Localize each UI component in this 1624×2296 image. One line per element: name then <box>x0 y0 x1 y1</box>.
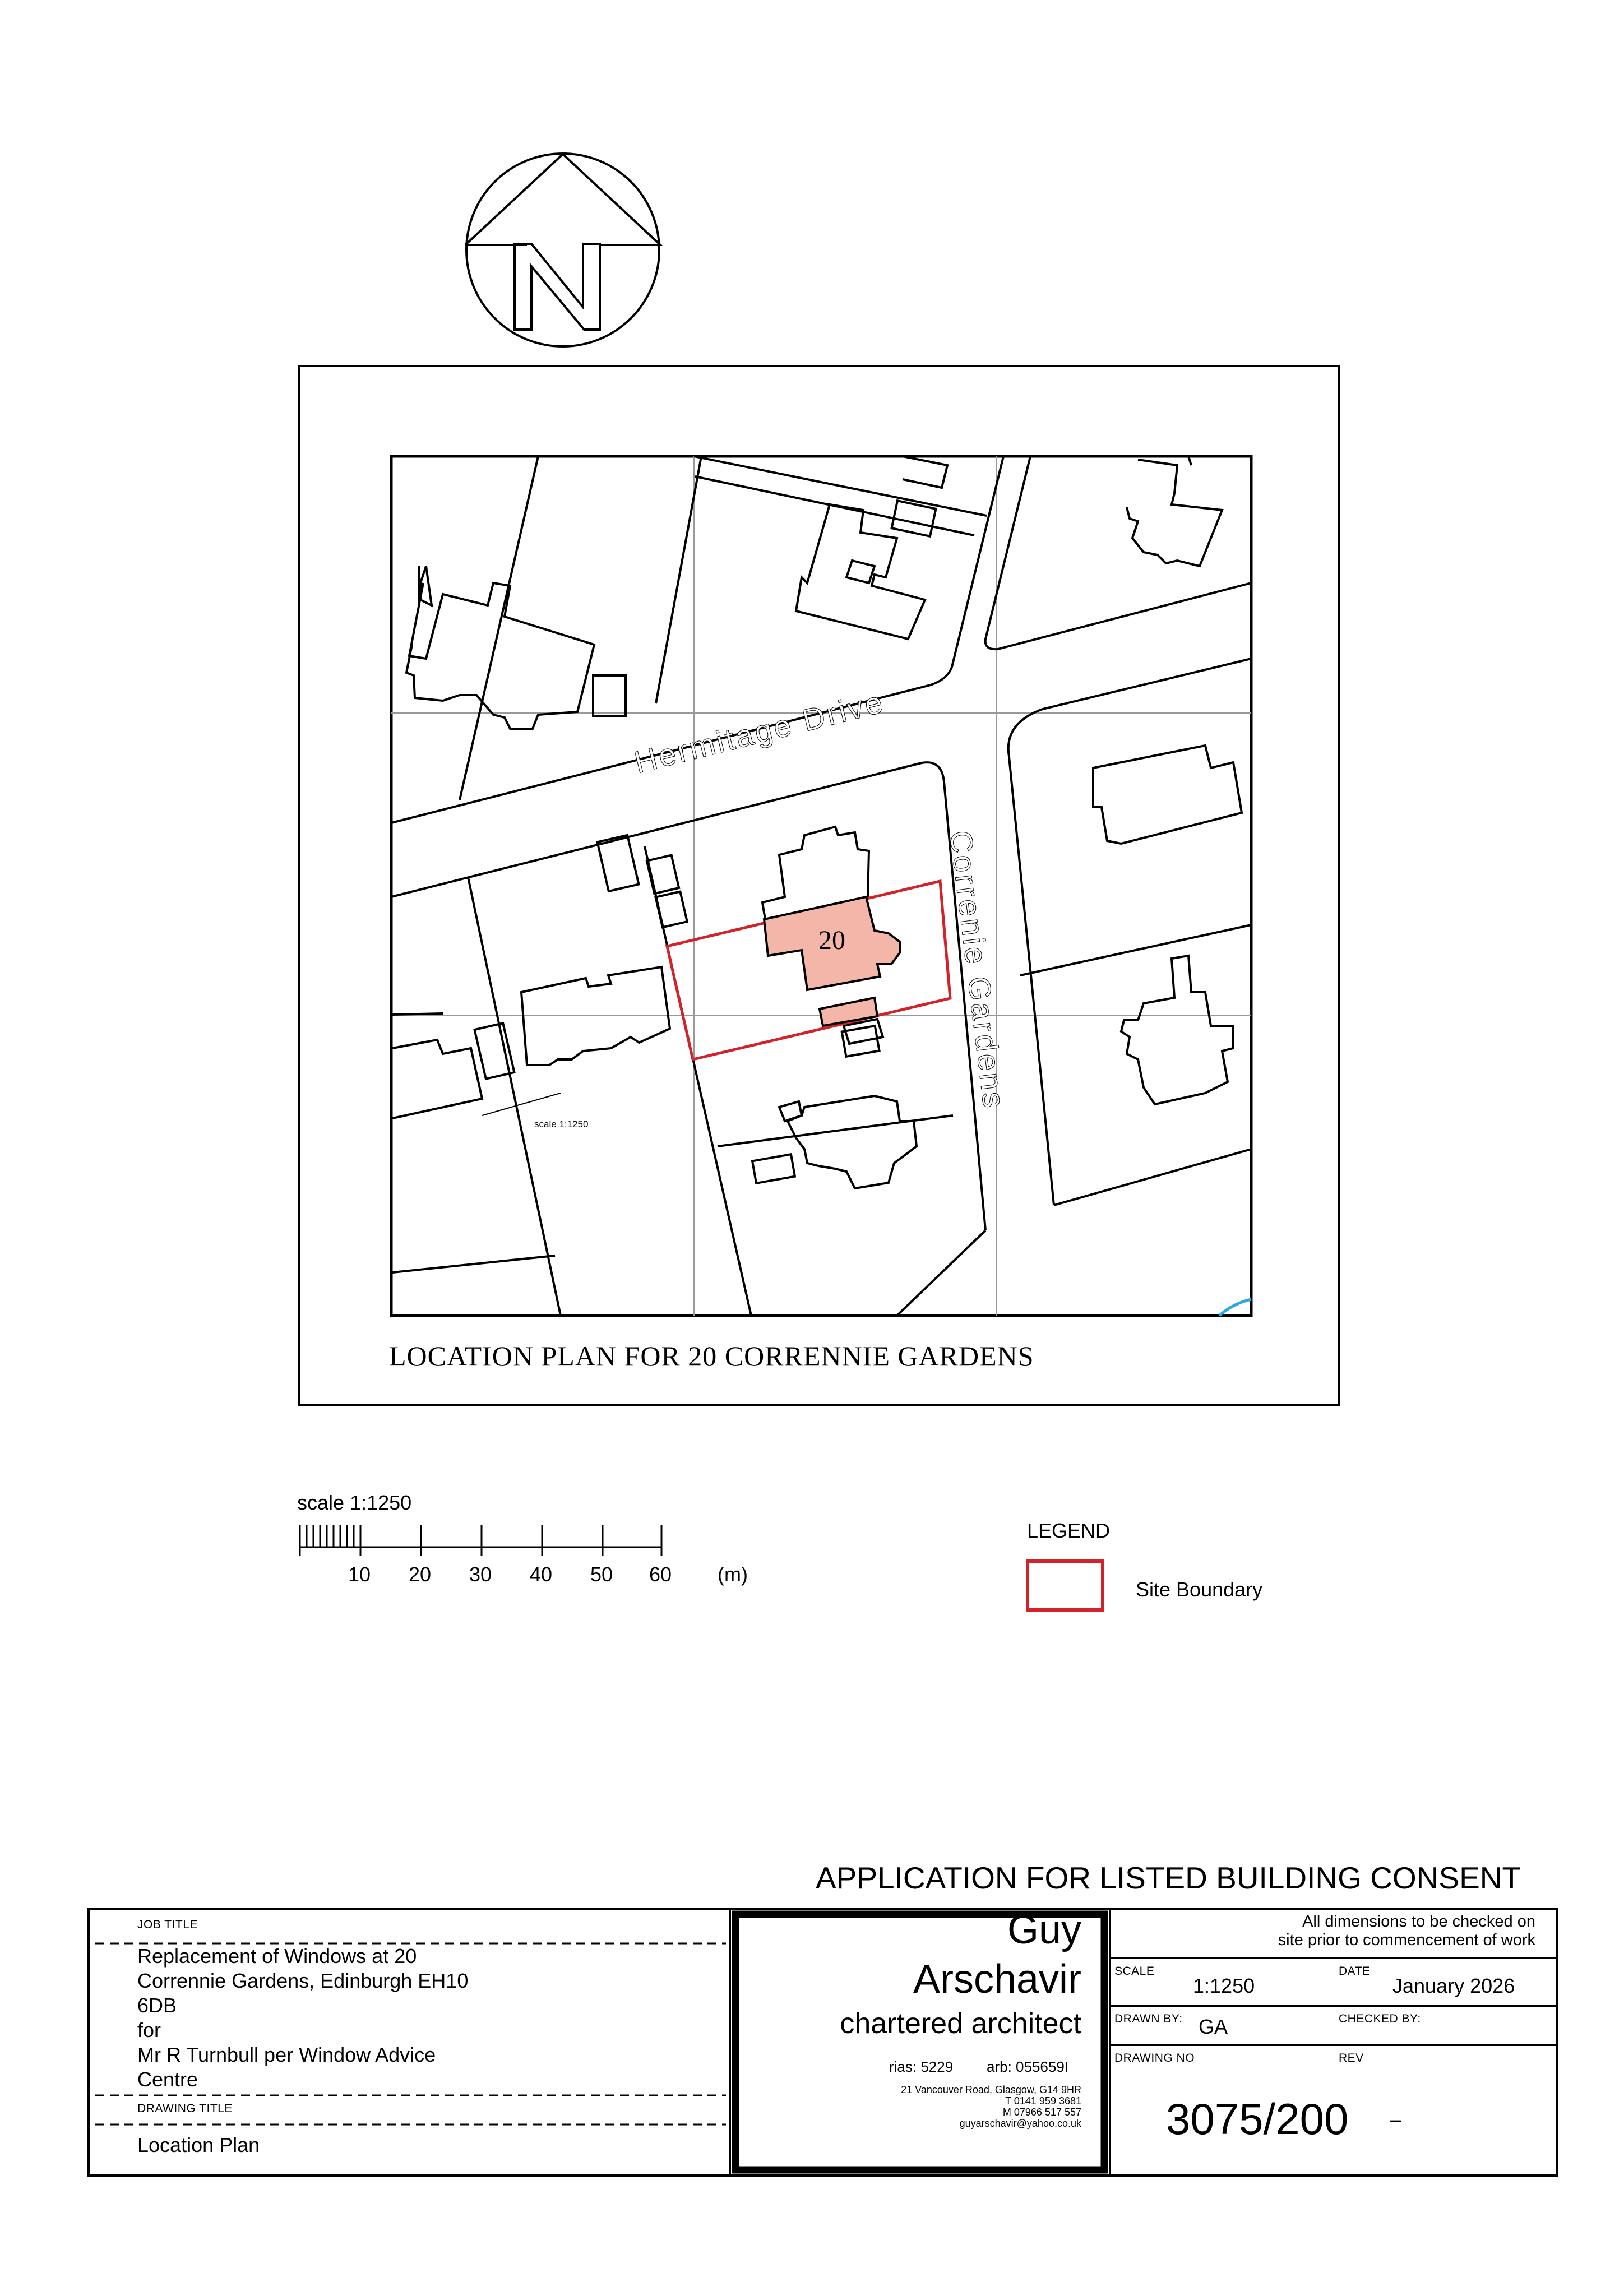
drawing-no-value: 3075/200 <box>1166 2094 1349 2144</box>
architect-phone: T 0141 959 3681 <box>1005 2095 1081 2107</box>
scale-field-label: SCALE <box>1114 1965 1155 1978</box>
scale-tick-label: 40 <box>530 1563 553 1586</box>
scale-tick-label: 20 <box>409 1563 432 1586</box>
job-title-line: Mr R Turnbull per Window Advice <box>137 2043 436 2066</box>
legend-label-site-boundary: Site Boundary <box>1136 1578 1263 1601</box>
date-field-label: DATE <box>1339 1965 1371 1978</box>
scale-bar-label: scale 1:1250 <box>297 1491 412 1514</box>
architect-role: chartered architect <box>840 2007 1081 2040</box>
job-title-line: Corrennie Gardens, Edinburgh EH10 <box>137 1969 469 1992</box>
drawing-title: Location Plan <box>137 2133 260 2156</box>
map-title: LOCATION PLAN FOR 20 CORRENNIE GARDENS <box>389 1340 1034 1372</box>
rev-value: – <box>1390 2108 1402 2131</box>
architect-mobile: M 07966 517 557 <box>1002 2107 1081 2118</box>
plot-number: 20 <box>818 925 845 955</box>
date-field-value: January 2026 <box>1392 1974 1515 1997</box>
architect-address: 21 Vancouver Road, Glasgow, G14 9HR <box>901 2084 1081 2095</box>
drawing-no-label: DRAWING NO <box>1114 2052 1195 2064</box>
checked-by-label: CHECKED BY: <box>1339 2012 1421 2025</box>
drawing-title-label: DRAWING TITLE <box>137 2102 233 2115</box>
dimension-note-line-2: site prior to commencement of work <box>1278 1931 1535 1949</box>
legend-heading: LEGEND <box>1027 1519 1111 1542</box>
rev-label: REV <box>1339 2052 1364 2064</box>
architect-email: guyarschavir@yahoo.co.uk <box>959 2118 1081 2129</box>
drawn-by-value: GA <box>1199 2015 1228 2038</box>
scale-tick-label: 10 <box>348 1563 371 1586</box>
architect-arb: arb: 055659I <box>987 2058 1069 2075</box>
scale-tick-label: 30 <box>469 1563 492 1586</box>
job-title-line: Centre <box>137 2068 198 2091</box>
scale-tick-label: 50 <box>590 1563 613 1586</box>
job-title-line: Replacement of Windows at 20 <box>137 1945 417 1968</box>
architect-name-2: Arschavir <box>913 1957 1081 2002</box>
job-title-line: 6DB <box>137 1994 177 2017</box>
architect-rias: rias: 5229 <box>889 2058 954 2075</box>
scale-unit: (m) <box>718 1563 748 1586</box>
inner-scale-note: scale 1:1250 <box>534 1119 589 1130</box>
scale-tick-label: 60 <box>649 1563 672 1586</box>
job-title-line: for <box>137 2019 161 2042</box>
scale-field-value: 1:1250 <box>1193 1974 1255 1997</box>
dimension-note-line-1: All dimensions to be checked on <box>1302 1913 1535 1931</box>
drawn-by-label: DRAWN BY: <box>1114 2012 1183 2025</box>
street-label-correnie-gardens: Correnie Gardens <box>943 828 1012 1112</box>
job-title-label: JOB TITLE <box>137 1918 198 1931</box>
application-heading: APPLICATION FOR LISTED BUILDING CONSENT <box>816 1860 1521 1895</box>
architect-name-1: Guy <box>1007 1908 1081 1952</box>
street-label-hermitage-drive: Hermitage Drive <box>631 684 888 780</box>
